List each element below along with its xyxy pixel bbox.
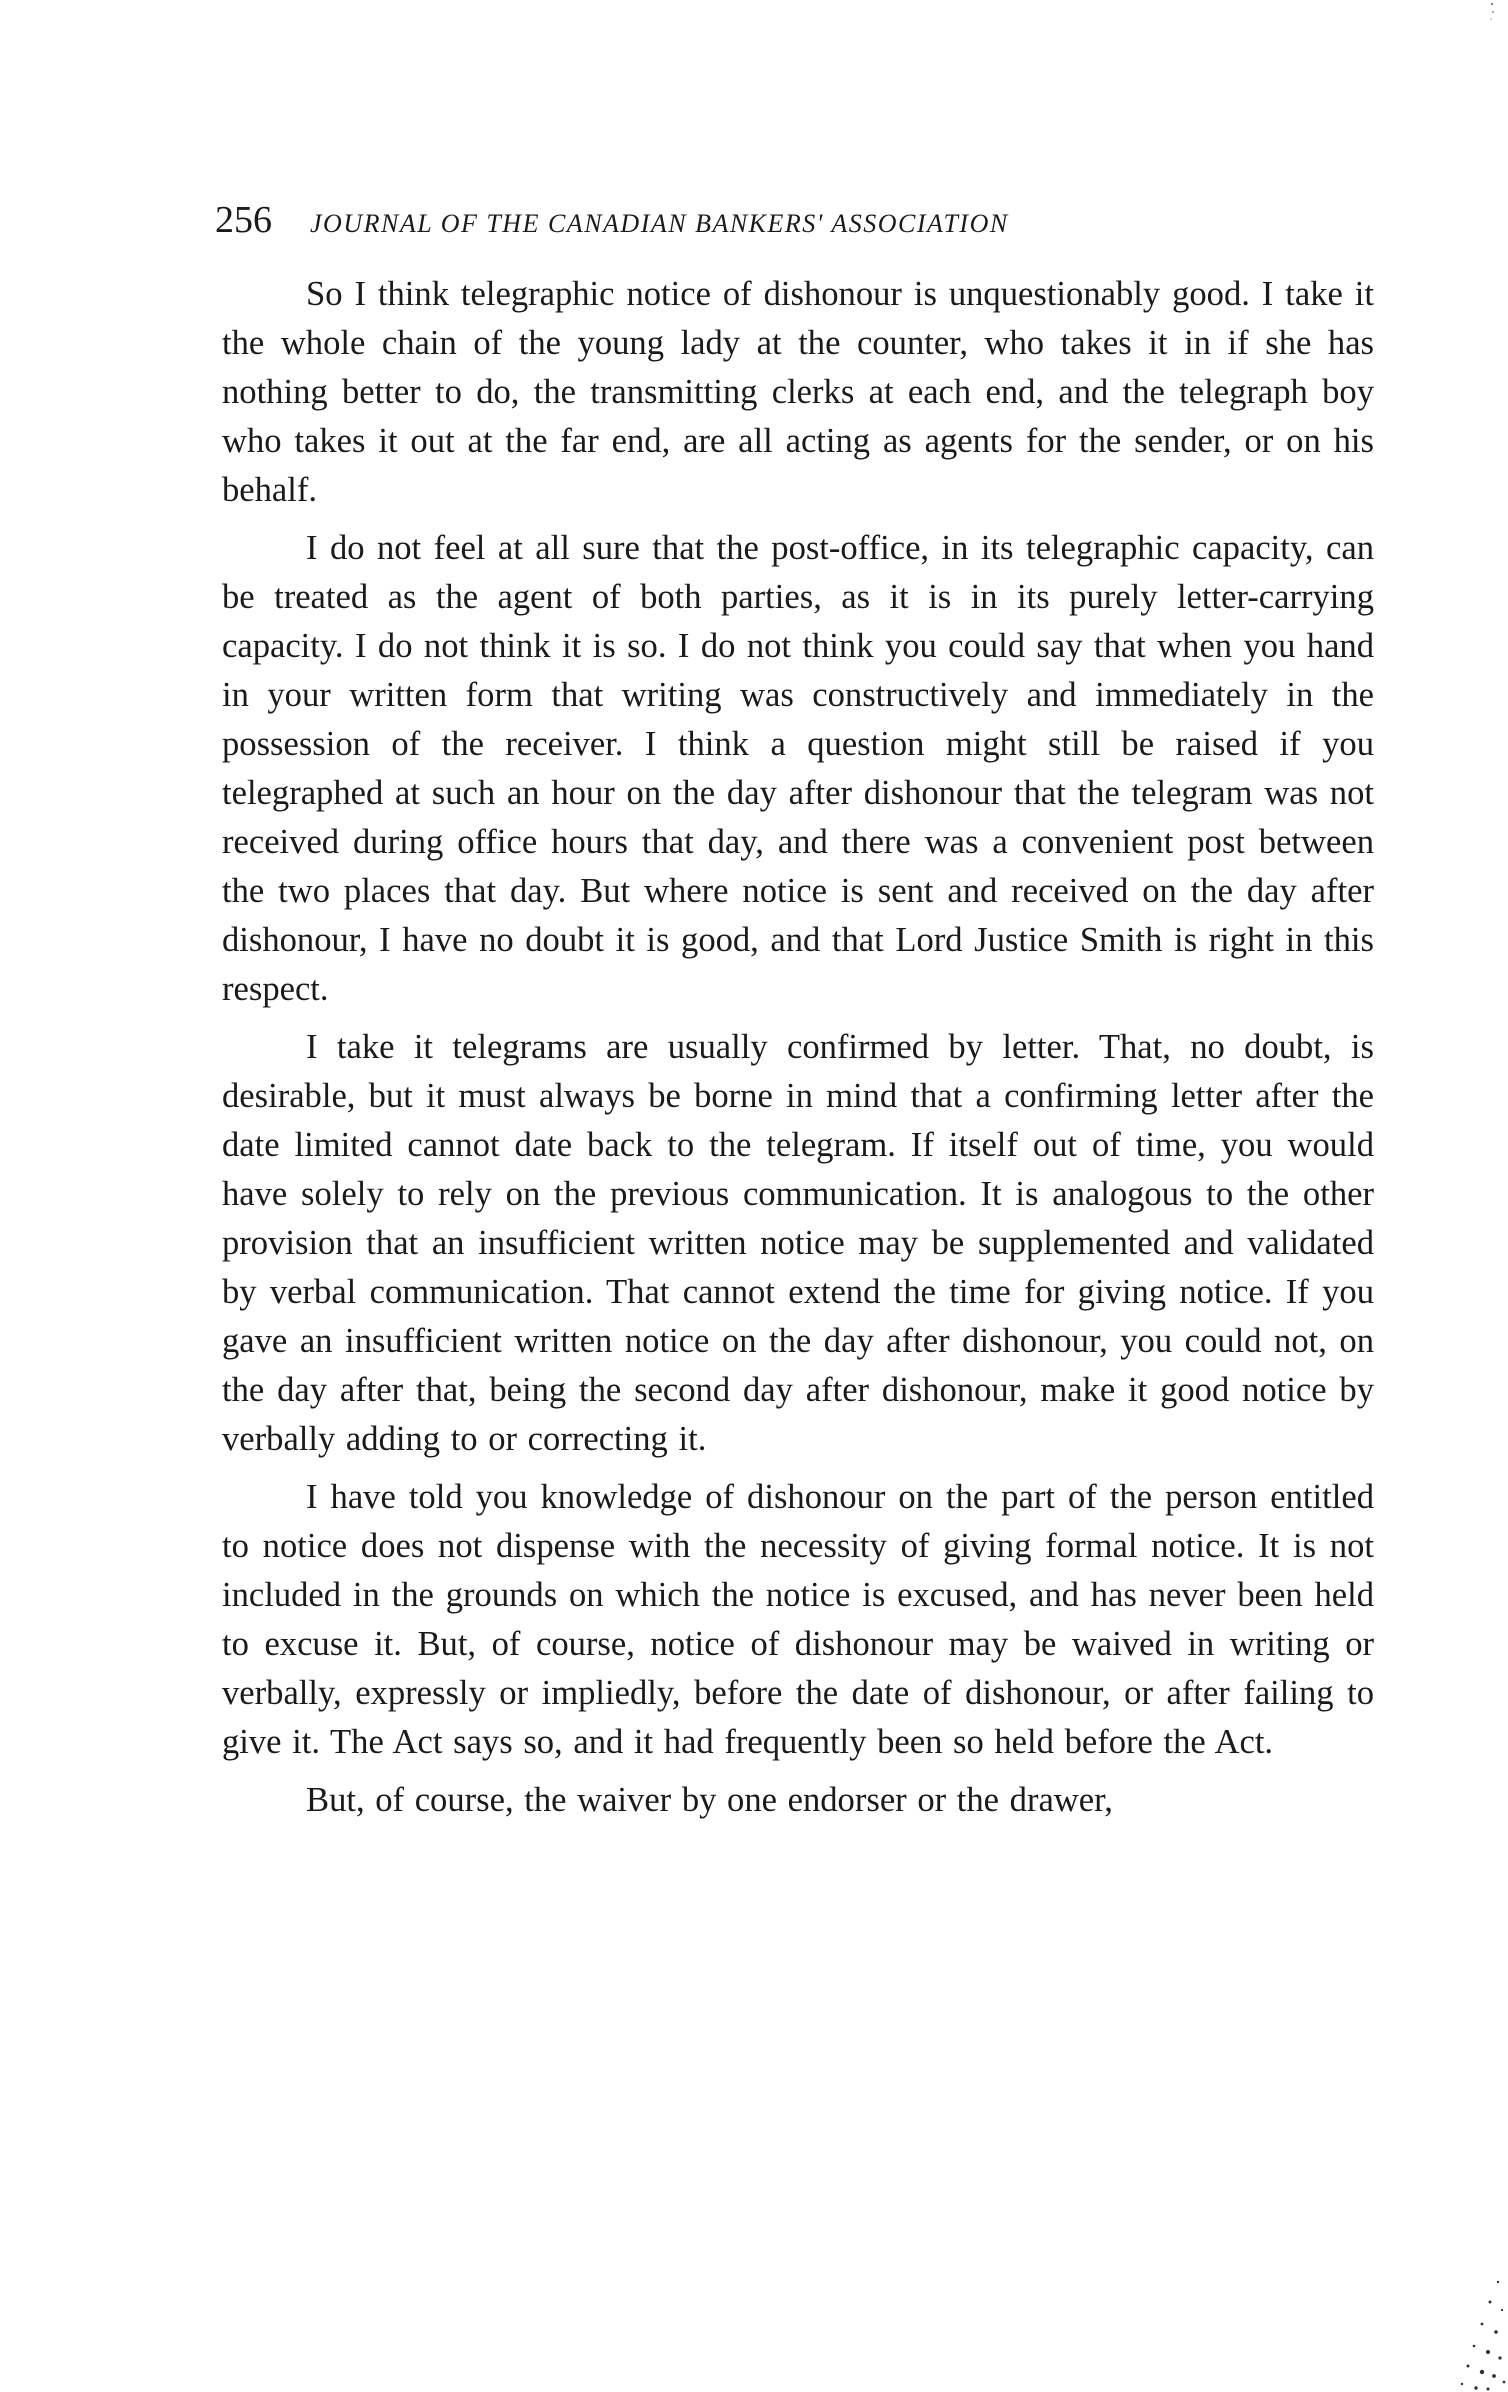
running-head xyxy=(215,198,1345,242)
scan-speck xyxy=(1488,0,1496,24)
paragraph-telegraphic-notice: So I think telegraphic notice of dishonour is unquestionably good. I take it the whole chain of the young lady at the counter, who takes it in if she has nothing better to do, the transmitting clerks at each end, and the telegraph boy who takes it out at the far end, are all acting as agents for the sender, or on his behalf. xyxy=(222,275,1374,509)
scan-corner-noise xyxy=(1438,2262,1508,2392)
paragraph-post-office-agent: I do not feel at all sure that the post-office, in its telegraphic capacity, can be treated as the agent of both parties, as it is in its purely letter-carrying capacity. I do not think it is so. I do not think you could say that when you hand in your written form that writing was constructively and immediately in the possession of the receiver. I think a question might still be raised if you telegraphed at such an hour on the day after dishonour that the telegram was not received during office hours that day, and there was a convenient post between the two places that day. But where notice is sent and received on the day after dishonour, I have no doubt it is good, and that Lord Justice Smith is right in this respect. xyxy=(222,529,1374,1008)
body-text xyxy=(222,270,1374,1825)
journal-title: JOURNAL OF THE CANADIAN BANKERS' ASSOCIATION xyxy=(310,209,1009,238)
paragraph-confirming-letter: I take it telegrams are usually confirmed by letter. That, no doubt, is desirable, but it must always be borne in mind that a confirming letter after the date limited cannot date back to the telegram. If itself out of time, you would have solely to rely on the previous communication. It is analogous to the other provision that an insufficient written notice may be supplemented and validated by verbal communication. That cannot extend the time for giving notice. If you gave an insufficient written notice on the day after dishonour, you could not, on the day after that, being the second day after dishonour, make it good notice by verbally adding to or correcting it. xyxy=(222,1028,1374,1458)
paragraph-waiver-by-endorser: But, of course, the waiver by one endorser or the drawer, xyxy=(306,1781,1113,1819)
paragraph-waiver-of-notice: I have told you knowledge of dishonour on the part of the person entitled to notice does not dispense with the necessity of giving formal notice. It is not included in the grounds on which the notice is excused, and has never been held to excuse it. But, of course, notice of dishonour may be waived in writing or verbally, expressly or impliedly, before the date of dishonour, or after failing to give it. The Act says so, and it had frequently been so held before the Act. xyxy=(222,1478,1374,1761)
page-number: 256 xyxy=(215,199,272,241)
